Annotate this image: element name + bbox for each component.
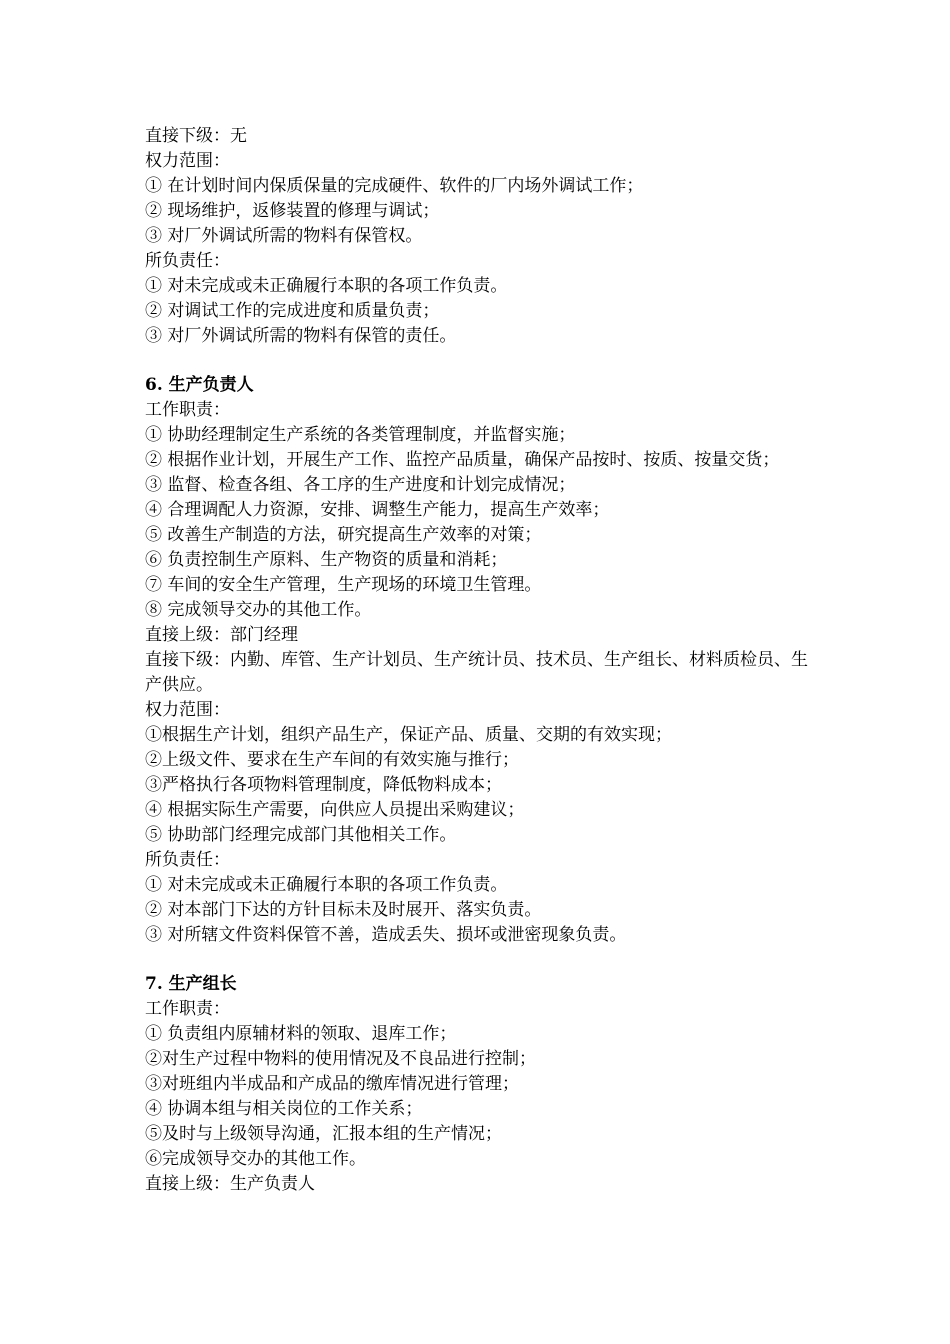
authority-item: ③ 对厂外调试所需的物料有保管权。 [145,226,423,246]
authority-item: ①根据生产计划，组织产品生产，保证产品、质量、交期的有效实现； [145,725,672,745]
duty-item: ⑤及时与上级领导沟通，汇报本组的生产情况； [145,1124,502,1144]
duty-item: ④ 协调本组与相关岗位的工作关系； [145,1099,423,1119]
section-gap [145,349,810,373]
duty-item: ① 负责组内原辅材料的领取、退库工作； [145,1024,457,1044]
subordinate-line: 直接下级：无 [145,126,247,146]
authority-item: ②上级文件、要求在生产车间的有效实施与推行； [145,750,519,770]
authority-item: ③严格执行各项物料管理制度，降低物料成本； [145,775,502,795]
document-page [145,124,810,1197]
superior-line: 直接上级：部门经理 [145,625,298,645]
duty-item: ⑦ 车间的安全生产管理，生产现场的环境卫生管理。 [145,575,542,595]
duty-item: ⑧ 完成领导交办的其他工作。 [145,600,372,620]
responsibility-item: ① 对未完成或未正确履行本职的各项工作负责。 [145,276,508,296]
duty-item: ⑤ 改善生产制造的方法，研究提高生产效率的对策； [145,525,542,545]
authority-title: 权力范围： [145,151,230,171]
authority-item: ⑤ 协助部门经理完成部门其他相关工作。 [145,825,457,845]
responsibility-item: ③ 对厂外调试所需的物料有保管的责任。 [145,326,457,346]
responsibility-item: ② 对本部门下达的方针目标未及时展开、落实负责。 [145,900,542,920]
duty-item: ① 协助经理制定生产系统的各类管理制度，并监督实施； [145,425,576,445]
authority-title: 权力范围： [145,700,230,720]
authority-item: ② 现场维护，返修装置的修理与调试； [145,201,440,221]
responsibility-item: ② 对调试工作的完成进度和质量负责； [145,301,440,321]
section-gap [145,948,810,972]
responsibility-title: 所负责任： [145,251,230,271]
duty-item: ③对班组内半成品和产成品的缴库情况进行管理； [145,1074,519,1094]
duties-title: 工作职责： [145,400,230,420]
superior-line: 直接上级：生产负责人 [145,1174,315,1194]
duty-item: ⑥完成领导交办的其他工作。 [145,1149,366,1169]
duty-item: ②对生产过程中物料的使用情况及不良品进行控制； [145,1049,536,1069]
responsibility-title: 所负责任： [145,850,230,870]
duty-item: ④ 合理调配人力资源，安排、调整生产能力，提高生产效率； [145,500,610,520]
duties-title: 工作职责： [145,999,230,1019]
duty-item: ③ 监督、检查各组、各工序的生产进度和计划完成情况； [145,475,576,495]
responsibility-item: ③ 对所辖文件资料保管不善，造成丢失、损坏或泄密现象负责。 [145,925,627,945]
section-heading-production-team-leader: 7. 生产组长 [145,974,237,994]
section-heading-production-manager: 6. 生产负责人 [145,375,254,395]
subordinate-line: 直接下级：内勤、库管、生产计划员、生产统计员、技术员、生产组长、材料质检员、生产供应。 [145,650,808,695]
duty-item: ⑥ 负责控制生产原料、生产物资的质量和消耗； [145,550,508,570]
authority-item: ④ 根据实际生产需要，向供应人员提出采购建议； [145,800,525,820]
responsibility-item: ① 对未完成或未正确履行本职的各项工作负责。 [145,875,508,895]
authority-item: ① 在计划时间内保质保量的完成硬件、软件的厂内场外调试工作； [145,176,644,196]
duty-item: ② 根据作业计划，开展生产工作、监控产品质量，确保产品按时、按质、按量交货； [145,450,780,470]
